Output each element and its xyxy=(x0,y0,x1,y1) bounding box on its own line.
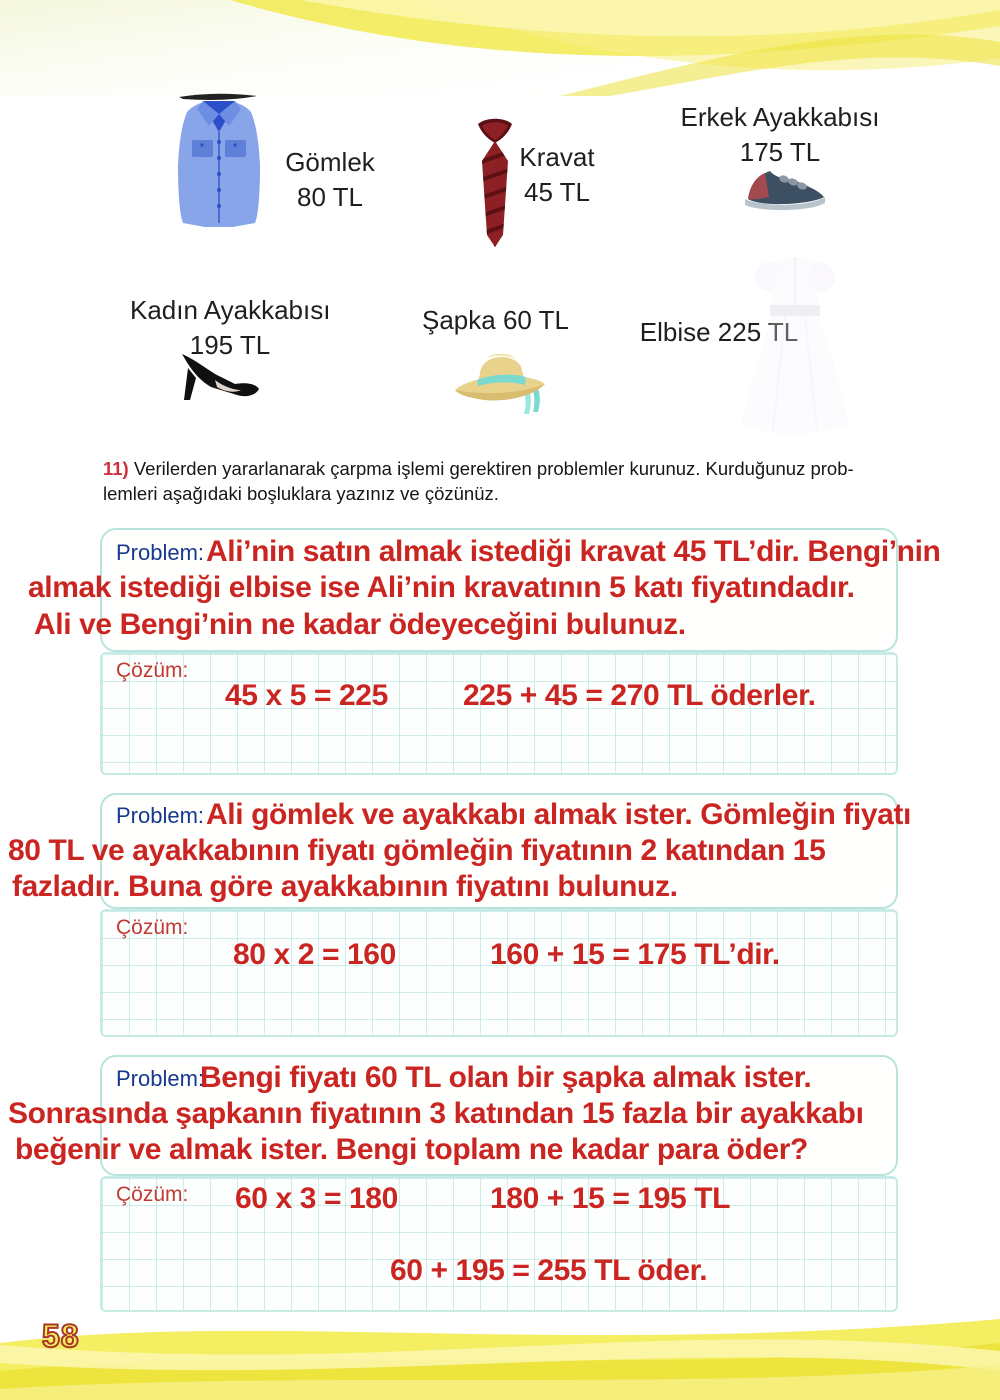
item-name: Şapka 60 TL xyxy=(422,305,569,335)
item-price: 80 TL xyxy=(296,182,363,213)
solution-label-3: Çözüm: xyxy=(116,1183,189,1206)
problem-2-text-line-2: 80 TL ve ayakkabının fiyatı gömleğin fiyatının 2 katından 15 xyxy=(8,834,826,867)
item-price: 175 TL xyxy=(739,137,821,168)
item-label-kravat xyxy=(507,140,607,210)
solution-3-equation-final: 60 + 195 = 255 TL öder. xyxy=(390,1254,708,1287)
shirt-icon xyxy=(163,90,275,232)
problem-label-2: Problem: xyxy=(116,803,205,828)
problem-1-text-line-2: almak istediği elbise ise Ali’nin kravatının 5 katı fiyatındadır. xyxy=(28,571,855,604)
problem-3-text-line-2: Sonrasında şapkanın fiyatının 3 katından 15 fazla bir ayakkabı xyxy=(8,1097,864,1130)
solution-2-equation-1: 80 x 2 = 160 xyxy=(233,938,396,971)
solution-label-1: Çözüm: xyxy=(116,659,189,682)
solution-3-equation-1: 60 x 3 = 180 xyxy=(235,1182,398,1215)
solution-label-2: Çözüm: xyxy=(116,916,189,939)
solution-3-equation-2: 180 + 15 = 195 TL xyxy=(490,1182,731,1215)
item-price: 195 TL xyxy=(189,330,271,361)
sneaker-icon xyxy=(740,158,830,216)
question-11 xyxy=(103,456,905,506)
solution-2-equation-2: 160 + 15 = 175 TL’dir. xyxy=(490,938,780,971)
sun-hat-icon xyxy=(450,340,550,418)
top-wave-decoration xyxy=(0,0,1000,96)
problem-2-text-line-3: fazladır. Buna göre ayakkabının fiyatını bulunuz. xyxy=(12,870,678,903)
problem-label-1: Problem: xyxy=(116,540,205,565)
solution-box-2 xyxy=(100,909,898,1037)
item-label-sapka xyxy=(422,303,569,338)
question-line-1: 11) Verilerden yararlanarak çarpma işlemi gerektiren problemler kurunuz. Kurduğunuz prob- xyxy=(103,458,854,479)
high-heel-icon xyxy=(175,346,265,406)
solution-1-equation-2: 225 + 45 = 270 TL öderler. xyxy=(463,679,816,712)
dress-icon xyxy=(715,245,875,435)
item-name: Kadın Ayakkabısı xyxy=(130,295,331,325)
problem-1-text-line-1: Ali’nin satın almak istediği kravat 45 TL’dir. Bengi’nin xyxy=(206,535,941,568)
problem-3-text-line-3: beğenir ve almak ister. Bengi toplam ne kadar para öder? xyxy=(15,1133,808,1166)
question-line-2: lemleri aşağıdaki boşluklara yazınız ve çözünüz. xyxy=(103,483,499,504)
item-name: Erkek Ayakkabısı xyxy=(680,102,880,132)
bottom-wave-decoration xyxy=(0,1305,1000,1400)
problem-2-text-line-1: Ali gömlek ve ayakkabı almak ister. Gömleğin fiyatı xyxy=(206,798,911,831)
problem-1-text-line-3: Ali ve Bengi’nin ne kadar ödeyeceğini bulunuz. xyxy=(34,608,686,641)
item-label-gomlek xyxy=(272,145,388,215)
item-name: Gömlek xyxy=(285,147,375,177)
item-price: 45 TL xyxy=(523,177,590,208)
item-name: Elbise 225 TL xyxy=(639,317,799,347)
problem-3-text-line-1: Bengi fiyatı 60 TL olan bir şapka almak ister. xyxy=(200,1061,812,1094)
page-number: 58 xyxy=(42,1318,80,1354)
solution-box-1 xyxy=(100,652,898,775)
solution-1-equation-1: 45 x 5 = 225 xyxy=(225,679,388,712)
problem-label-3: Problem: xyxy=(116,1066,205,1091)
question-number: 11) xyxy=(103,458,129,479)
item-name: Kravat xyxy=(519,142,595,172)
